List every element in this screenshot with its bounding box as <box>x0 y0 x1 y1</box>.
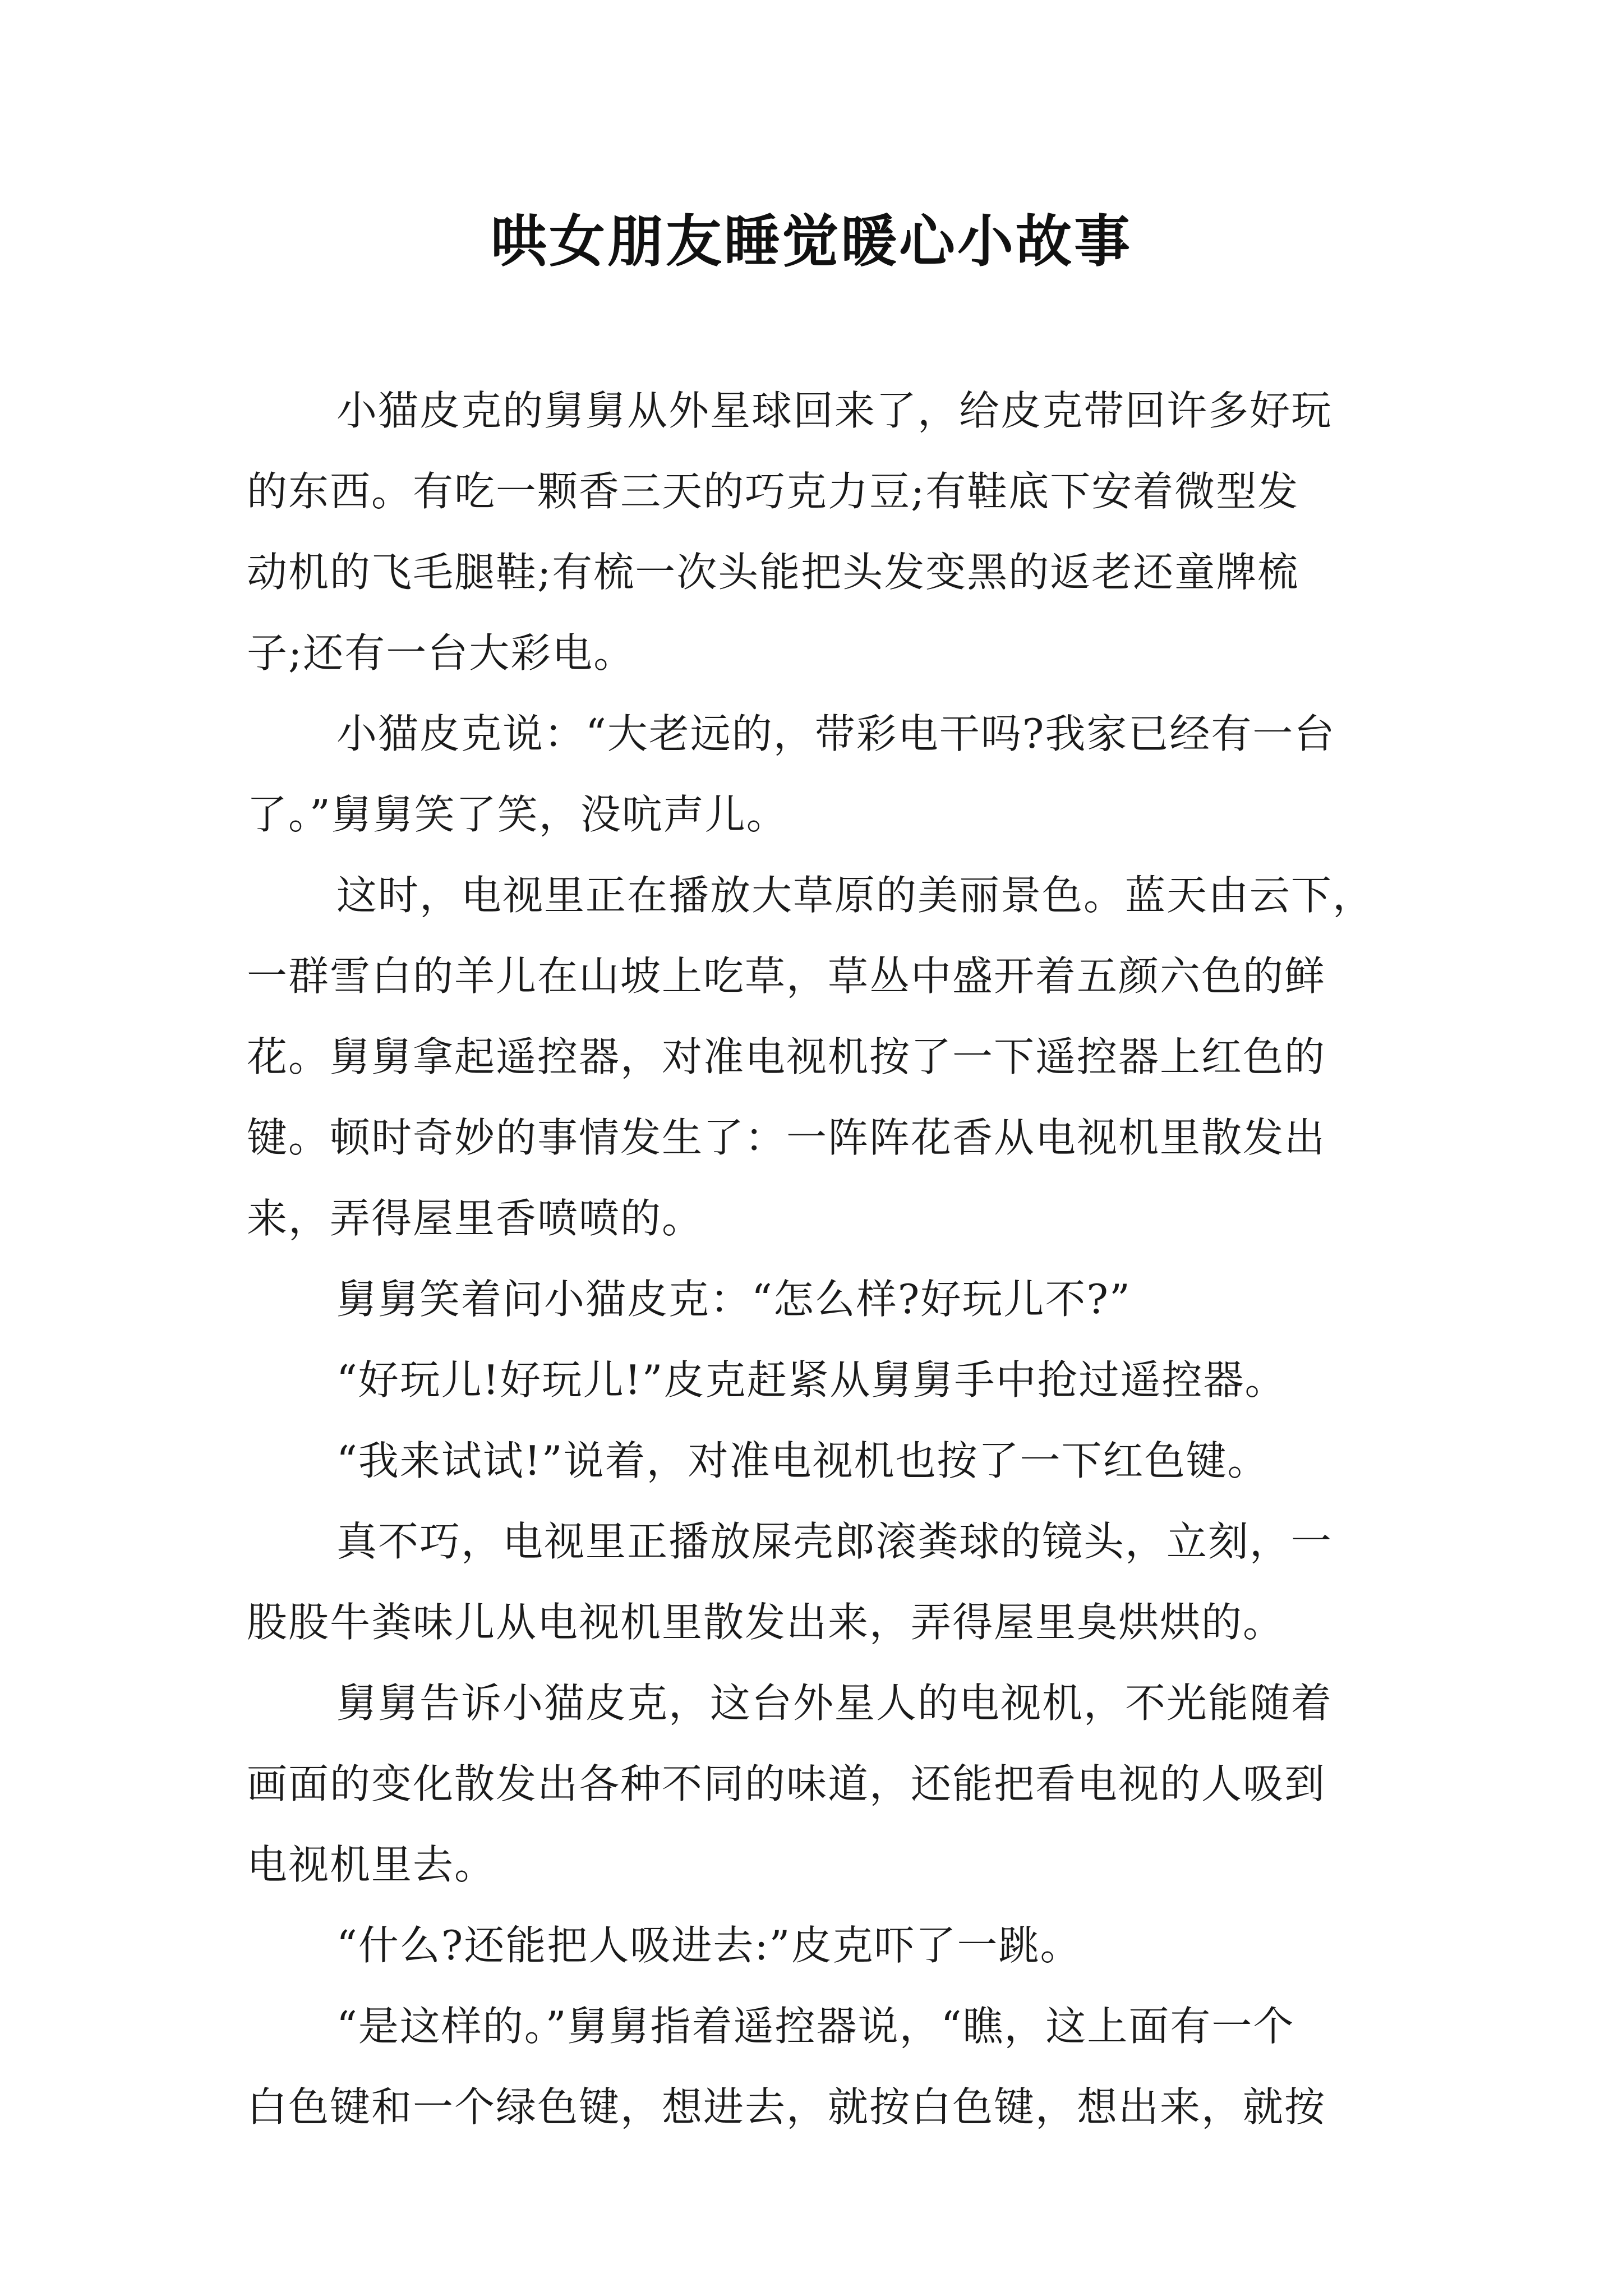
text-line: 了。”舅舅笑了笑，没吭声儿。 <box>247 791 788 838</box>
text-line: 键。顿时奇妙的事情发生了：一阵阵花香从电视机里散发出 <box>247 1114 1326 1161</box>
text-line: 子;还有一台大彩电。 <box>247 629 635 677</box>
text-line: 真不巧，电视里正播放屎壳郎滚粪球的镜头，立刻，一 <box>336 1518 1333 1565</box>
text-line: 舅舅告诉小猫皮克，这台外星人的电视机，不光能随着 <box>336 1680 1333 1727</box>
text-line: 小猫皮克说：“大老远的，带彩电干吗?我家已经有一台 <box>336 710 1336 757</box>
text-line: “是这样的。”舅舅指着遥控器说，“瞧，这上面有一个 <box>336 2003 1295 2050</box>
page-title: 哄女朋友睡觉暖心小故事 <box>491 208 1132 274</box>
text-line: 股股牛粪味儿从电视机里散发出来，弄得屋里臭烘烘的。 <box>247 1599 1285 1646</box>
story-body <box>247 370 1374 2147</box>
text-line: 动机的飞毛腿鞋;有梳一次头能把头发变黑的返老还童牌梳 <box>247 549 1299 596</box>
text-line: 这时，电视里正在播放大草原的美丽景色。蓝天由云下， <box>336 872 1375 919</box>
text-line: “好玩儿!好玩儿!”皮克赶紧从舅舅手中抢过遥控器。 <box>336 1356 1287 1404</box>
text-line: 白色键和一个绿色键，想进去，就按白色键，想出来，就按 <box>247 2083 1326 2131</box>
text-line: 花。舅舅拿起遥控器，对准电视机按了一下遥控器上红色的 <box>247 1033 1326 1080</box>
text-line: 的东西。有吃一颗香三天的巧克力豆;有鞋底下安着微型发 <box>247 468 1299 515</box>
text-line: 画面的变化散发出各种不同的味道，还能把看电视的人吸到 <box>247 1760 1326 1807</box>
text-line: 舅舅笑着问小猫皮克：“怎么样?好玩儿不?” <box>336 1276 1131 1323</box>
text-line: 一群雪白的羊儿在山坡上吃草，草丛中盛开着五颜六色的鲜 <box>247 953 1326 1000</box>
text-line: “什么?还能把人吸进去:”皮克吓了一跳。 <box>336 1922 1082 1969</box>
text-line: “我来试试!”说着，对准电视机也按了一下红色键。 <box>336 1437 1269 1484</box>
text-line: 电视机里去。 <box>247 1841 496 1888</box>
text-line: 来，弄得屋里香喷喷的。 <box>247 1195 704 1242</box>
text-line: 小猫皮克的舅舅从外星球回来了，给皮克带回许多好玩 <box>336 387 1333 434</box>
